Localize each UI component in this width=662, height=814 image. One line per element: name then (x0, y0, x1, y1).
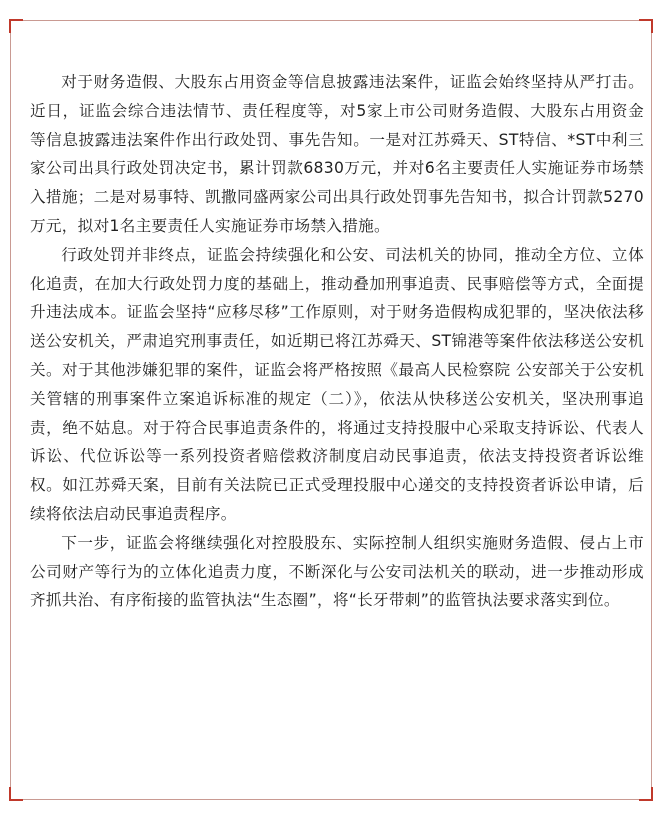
corner-bracket-bottom-left (9, 787, 23, 801)
border-left (10, 20, 11, 800)
corner-bracket-top-left (9, 19, 23, 33)
border-right (651, 20, 652, 800)
paragraph-2: 行政处罚并非终点，证监会持续强化和公安、司法机关的协同，推动全方位、立体化追责，在加大行政处罚力度的基础上，推动叠加刑事追责、民事赔偿等方式，全面提升违法成本。证监会坚持“应移尽移”工作原则，对于财务造假构成犯罪的，坚决依法移送公安机关，严肃追究刑事责任，如近期已将江苏舜天、ST锦港等案件依法移送公安机关。对于其他涉嫌犯罪的案件，证监会将严格按照《最高人民检察院 公安部关于公安机关管辖的刑事案件立案追诉标准的规定（二）》，依法从快移送公安机关，坚决刑事追责，绝不姑息。对于符合民事追责条件的，将通过支持投服中心采取支持诉讼、代表人诉讼、代位诉讼等一系列投资者赔偿救济制度启动民事追责，依法支持投资者诉讼维权。如江苏舜天案，目前有关法院已正式受理投服中心递交的支持投资者诉讼申请，后续将依法启动民事追责程序。 (30, 245, 644, 523)
border-bottom (10, 799, 652, 800)
article-frame (10, 20, 652, 800)
paragraph-1: 对于财务造假、大股东占用资金等信息披露违法案件，证监会始终坚持从严打击。近日，证监会综合违法情节、责任程度等，对5家上市公司财务造假、大股东占用资金等信息披露违法案件作出行政处罚、事先告知。一是对江苏舜天、ST特信、*ST中利三家公司出具行政处罚决定书，累计罚款6830万元，并对6名主要责任人实施证券市场禁入措施；二是对易事特、凯撒同盛两家公司出具行政处罚事先告知书，拟合计罚款5270万元，拟对1名主要责任人实施证券市场禁入措施。 (30, 73, 644, 235)
corner-bracket-bottom-right (639, 787, 653, 801)
article-body (30, 68, 644, 615)
paragraph-3: 下一步，证监会将继续强化对控股股东、实际控制人组织实施财务造假、侵占上市公司财产等行为的立体化追责力度，不断深化与公安司法机关的联动，进一步推动形成齐抓共治、有序衔接的监管执法“生态圈”，将“长牙带刺”的监管执法要求落实到位。 (30, 533, 644, 610)
corner-bracket-top-right (639, 19, 653, 33)
border-top (10, 20, 652, 21)
